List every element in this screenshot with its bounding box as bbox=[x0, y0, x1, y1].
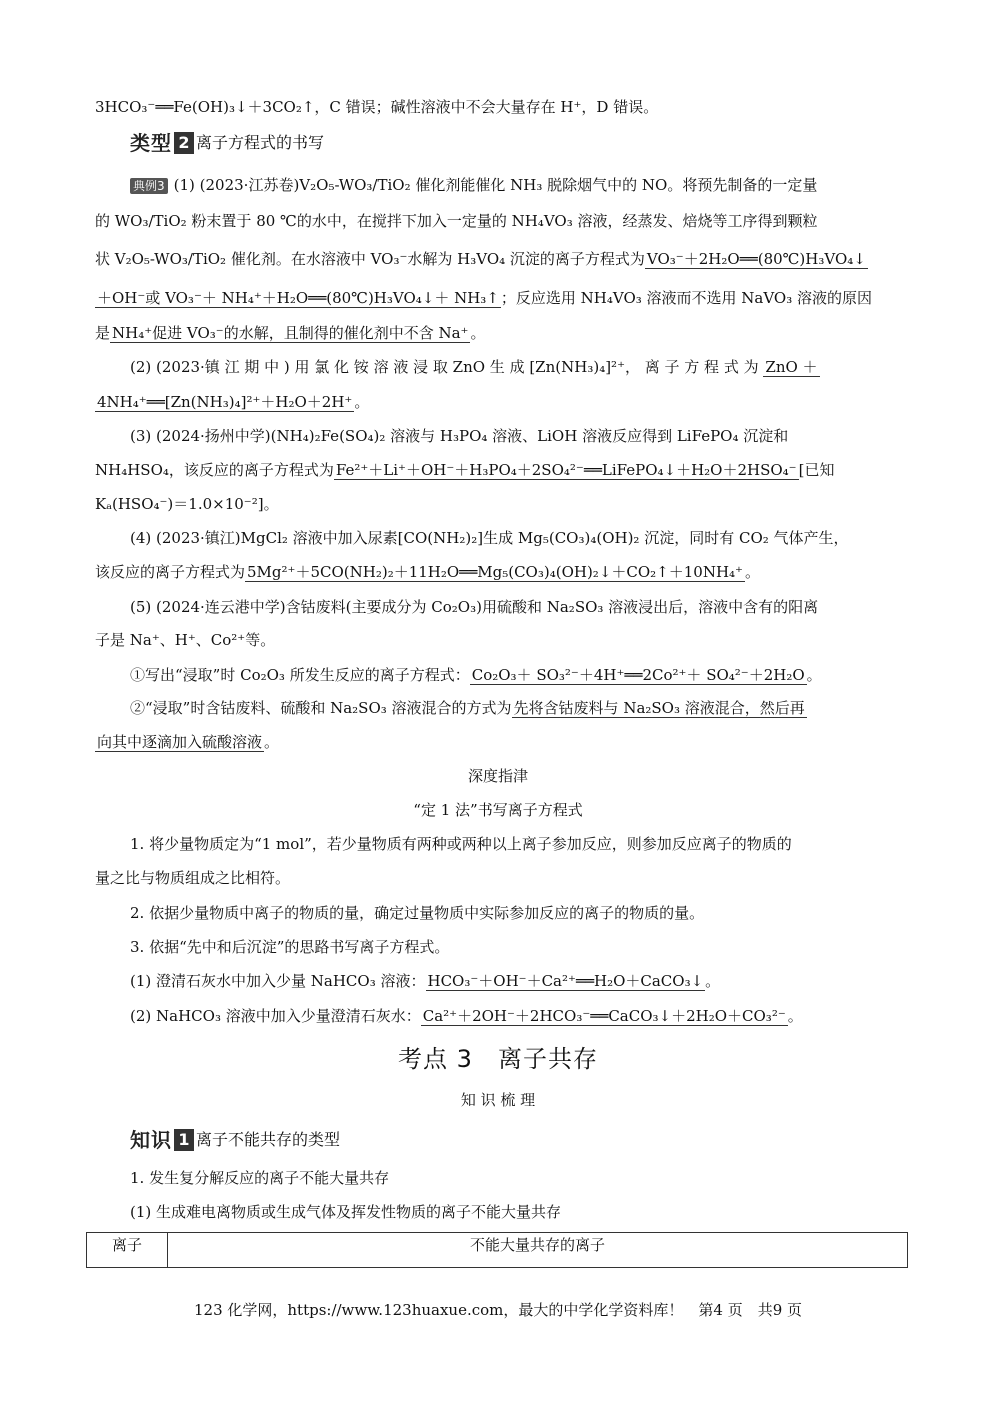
text-span: ；反应选用 NH₄VO₃ 溶液而不选用 NaVO₃ 溶液的原因 bbox=[500, 289, 873, 307]
text-line bbox=[95, 731, 901, 757]
text-span: Kₐ(HSO₄⁻)＝1.0×10⁻²]。 bbox=[95, 495, 279, 513]
answer-span: ＋OH⁻或 VO₃⁻＋ NH₄⁺＋H₂O══(80℃)H₃VO₄↓＋ NH₃↑ bbox=[97, 289, 499, 307]
text-span: 。 bbox=[744, 563, 760, 581]
text-line bbox=[130, 697, 901, 723]
text-span: (3) (2024·扬州中学)(NH₄)₂Fe(SO₄)₂ 溶液与 H₃PO₄ 溶液、LiOH 溶液反应得到 LiFePO₄ 沉淀和 bbox=[130, 427, 789, 445]
text-span: 量之比与物质组成之比相符。 bbox=[95, 869, 291, 887]
text-span: (1) 生成难电离物质或生成气体及挥发性物质的离子不能大量共存 bbox=[130, 1203, 562, 1221]
text-line bbox=[130, 664, 901, 690]
section-heading-knowledge1 bbox=[130, 1125, 340, 1155]
text-line bbox=[130, 1201, 901, 1227]
subheading-deep bbox=[95, 765, 901, 791]
section-heading-type2 bbox=[130, 128, 324, 158]
text-line bbox=[95, 322, 901, 348]
text-span: (2) NaHCO₃ 溶液中加入少量澄清石灰水： bbox=[130, 1007, 421, 1025]
text-span: 。 bbox=[806, 666, 822, 684]
answer-span: 4NH₄⁺══[Zn(NH₃)₄]²⁺＋H₂O＋2H⁺ bbox=[97, 393, 353, 411]
text-line bbox=[130, 833, 901, 859]
heading-title: 离子方程式的书写 bbox=[196, 133, 325, 152]
ion-table bbox=[86, 1232, 908, 1268]
text-line bbox=[95, 493, 901, 519]
text-span: 。 bbox=[354, 393, 370, 411]
answer-span: Co₂O₃＋ SO₃²⁻＋4H⁺══2Co²⁺＋ SO₄²⁻＋2H₂O bbox=[471, 666, 805, 684]
text-span: 子是 Na⁺、H⁺、Co²⁺等。 bbox=[95, 631, 276, 649]
text-span: 的 WO₃/TiO₂ 粉末置于 80 ℃的水中，在搅拌下加入一定量的 NH₄VO₃ 溶液，经蒸发、焙烧等工序得到颗粒 bbox=[95, 212, 818, 230]
text-span: 。 bbox=[787, 1007, 803, 1025]
answer-span: ZnO ＋ bbox=[765, 358, 818, 376]
answer-span: Fe²⁺＋Li⁺＋OH⁻＋H₃PO₄＋2SO₄²⁻══LiFePO₄↓＋H₂O＋2HSO₄⁻ bbox=[335, 461, 797, 479]
text-line bbox=[130, 1167, 901, 1193]
example-badge: 典例3 bbox=[130, 178, 168, 194]
text-span: 深度指津 bbox=[467, 767, 528, 785]
text-span: ②“浸取”时含钴废料、硫酸和 Na₂SO₃ 溶液混合的方式为 bbox=[130, 699, 512, 717]
answer-span: Ca²⁺＋2OH⁻＋2HCO₃⁻══CaCO₃↓＋2H₂O＋CO₃²⁻ bbox=[422, 1007, 786, 1025]
text-line bbox=[130, 970, 901, 996]
text-span: “定 1 法”书写离子方程式 bbox=[413, 801, 583, 819]
text-line bbox=[130, 596, 901, 622]
text-line bbox=[95, 629, 901, 655]
text-line bbox=[130, 527, 901, 553]
answer-span: 5Mg²⁺＋5CO(NH₂)₂＋11H₂O══Mg₅(CO₃)₄(OH)₂↓＋CO₂↑＋10NH₄⁺ bbox=[247, 563, 743, 581]
heading-number: 2 bbox=[174, 132, 194, 154]
answer-span: VO₃⁻＋2H₂O══(80℃)H₃VO₄↓ bbox=[646, 250, 866, 268]
section-title-kaodian3: 考点 3 离子共存 bbox=[398, 1045, 598, 1073]
answer-span: 先将含钴废料与 Na₂SO₃ 溶液混合，然后再 bbox=[513, 699, 805, 717]
text-line bbox=[95, 287, 901, 313]
heading-number: 1 bbox=[174, 1129, 194, 1151]
text-span: 1. 发生复分解反应的离子不能大量共存 bbox=[130, 1169, 390, 1187]
subheading-method bbox=[95, 799, 901, 825]
text-span: 。 bbox=[705, 972, 721, 990]
text-line bbox=[130, 356, 901, 382]
answer-span: HCO₃⁻＋OH⁻＋Ca²⁺══H₂O＋CaCO₃↓ bbox=[427, 972, 704, 990]
text-span: 状 V₂O₅-WO₃/TiO₂ 催化剂。在水溶液中 VO₃⁻水解为 H₃VO₄ 沉淀的离子方程式为 bbox=[95, 250, 645, 268]
text-line bbox=[95, 248, 901, 274]
text-line bbox=[95, 561, 901, 587]
text-line bbox=[130, 425, 901, 451]
text-span: (2) (2023·镇 江 期 中 ) 用 氯 化 铵 溶 液 浸 取 ZnO 生 成 [Zn(NH₃)₄]²⁺， 离 子 方 程 式 为 bbox=[130, 358, 759, 376]
text-span: 1. 将少量物质定为“1 mol”，若少量物质有两种或两种以上离子参加反应，则参加反应离子的物质的 bbox=[130, 835, 792, 853]
answer-span: NH₄⁺促进 VO₃⁻的水解，且制得的催化剂中不含 Na⁺ bbox=[112, 324, 469, 342]
text-line bbox=[130, 174, 901, 200]
text-span: 知 识 梳 理 bbox=[460, 1091, 536, 1109]
text-span: [已知 bbox=[798, 461, 835, 479]
text-line bbox=[130, 936, 901, 962]
text-line bbox=[95, 459, 901, 485]
text-span: (1) (2023·江苏卷)V₂O₅-WO₃/TiO₂ 催化剂能催化 NH₃ 脱除烟气中的 NO。将预先制备的一定量 bbox=[173, 176, 818, 194]
text-span: ①写出“浸取”时 Co₂O₃ 所发生反应的离子方程式： bbox=[130, 666, 470, 684]
heading-label: 知识 bbox=[130, 1128, 172, 1152]
text-line bbox=[130, 1005, 901, 1031]
table-header-ion: 离子 bbox=[87, 1233, 168, 1267]
heading-title: 离子不能共存的类型 bbox=[196, 1130, 341, 1149]
heading-label: 类型 bbox=[130, 131, 172, 155]
subheading-knowledge bbox=[95, 1089, 901, 1115]
text-span: 3. 依据“先中和后沉淀”的思路书写离子方程式。 bbox=[130, 938, 450, 956]
text-line bbox=[95, 391, 901, 417]
text-span: NH₄HSO₄，该反应的离子方程式为 bbox=[95, 461, 334, 479]
text-line bbox=[95, 210, 901, 236]
text-span: 。 bbox=[264, 733, 280, 751]
text-line bbox=[130, 902, 901, 928]
table-header-incompatible: 不能大量共存的离子 bbox=[469, 1236, 605, 1254]
text-span: (1) 澄清石灰水中加入少量 NaHCO₃ 溶液： bbox=[130, 972, 426, 990]
text-span: 2. 依据少量物质中离子的物质的量，确定过量物质中实际参加反应的离子的物质的量。 bbox=[130, 904, 705, 922]
text-line bbox=[95, 867, 901, 893]
text-span: (4) (2023·镇江)MgCl₂ 溶液中加入尿素[CO(NH₂)₂]生成 Mg₅(CO₃)₄(OH)₂ 沉淀，同时有 CO₂ 气体产生， bbox=[130, 529, 849, 547]
text-span: 该反应的离子方程式为 bbox=[95, 563, 246, 581]
text-line bbox=[95, 96, 901, 122]
text-span: 3HCO₃⁻══Fe(OH)₃↓＋3CO₂↑，C 错误；碱性溶液中不会大量存在 H⁺，D 错误。 bbox=[95, 98, 659, 116]
page-footer: 123 化学网，https://www.123huaxue.com，最大的中学化学资料库！ 第4 页 共9 页 bbox=[193, 1301, 803, 1319]
text-span: 是 bbox=[95, 324, 111, 342]
text-span: 。 bbox=[470, 324, 486, 342]
text-span: (5) (2024·连云港中学)含钴废料(主要成分为 Co₂O₃)用硫酸和 Na₂SO₃ 溶液浸出后，溶液中含有的阳离 bbox=[130, 598, 819, 616]
answer-span: 向其中逐滴加入硫酸溶液 bbox=[97, 733, 263, 751]
